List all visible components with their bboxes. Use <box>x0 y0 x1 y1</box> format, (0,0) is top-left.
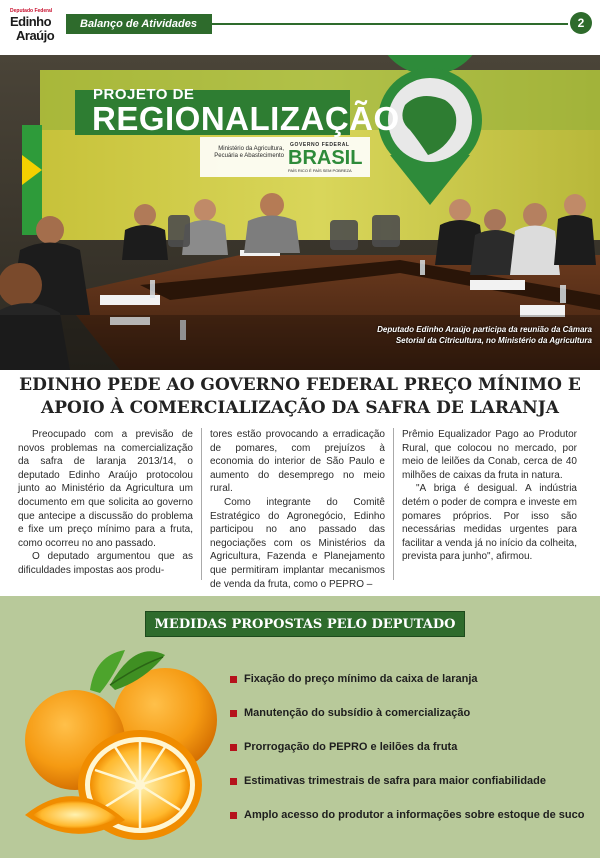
medida-text: Prorrogação do PEPRO e leilões da fruta <box>244 741 458 753</box>
ministerio-label: Ministério da Agricultura, Pecuária e Abastecimento <box>214 146 284 159</box>
bullet-icon <box>230 744 237 751</box>
medidas-title: MEDIDAS PROPOSTAS PELO DEPUTADO <box>145 611 465 637</box>
medida-text: Fixação do preço mínimo da caixa de laranja <box>244 673 478 685</box>
article-column-2 <box>210 428 385 591</box>
bullet-icon <box>230 676 237 683</box>
column-divider <box>393 428 394 580</box>
article-paragraph: O deputado argumentou que as dificuldades impostas aos produ- <box>18 551 193 576</box>
medida-text: Manutenção do subsídio à comercialização <box>244 707 471 719</box>
bullet-icon <box>230 710 237 717</box>
list-item <box>230 808 590 842</box>
page-header <box>0 0 600 50</box>
medida-text: Amplo acesso do produtor a informações sobre estoque de suco <box>244 809 585 821</box>
photo-caption: Deputado Edinho Araújo participa da reunião da Câmara Setorial da Citricultura, no Ministério da Agricultura <box>377 325 592 345</box>
bullet-icon <box>230 778 237 785</box>
medidas-list <box>230 672 590 842</box>
article-headline: EDINHO PEDE AO GOVERNO FEDERAL PREÇO MÍNIMO E APOIO À COMERCIALIZAÇÃO DA SAFRA DE LARANJA <box>19 375 581 418</box>
logo-subtitle: Deputado Federal <box>10 8 53 14</box>
logo-name-last: Araújo <box>16 28 55 43</box>
list-item <box>230 672 590 706</box>
banner-subtitle: PROJETO DE <box>93 86 195 103</box>
article-paragraph: "A briga é desigual. A indústria detém o poder de compra e investe em pomares próprios. Por isso são necessárias medidas urgentes para facilitar a venda já no início da colheita, prevista para junho", afirmou. <box>402 483 577 563</box>
header-rule <box>212 23 568 25</box>
list-item <box>230 706 590 740</box>
brasil-logo: BRASIL <box>288 147 363 169</box>
article-column-3 <box>402 428 577 564</box>
article-paragraph: Preocupado com a previsão de novos problemas na comercialização da safra de laranja 2013/14, o deputado Edinho Araújo protocolou junto ao Ministério da Agricultura um documento em que solicita ao governo que antecipe a discussão do problema e fixe um preço mínimo para a fruta, como ocorreu no ano passado. <box>18 429 193 549</box>
gov-tagline: PAÍS RICO É PAÍS SEM POBREZA <box>288 168 352 173</box>
logo-name-first: Edinho <box>10 14 52 29</box>
banner-title: REGIONALIZAÇÃO <box>92 100 400 137</box>
page-number: 2 <box>570 12 592 34</box>
article-column-1 <box>18 428 193 578</box>
column-divider <box>201 428 202 580</box>
list-item <box>230 740 590 774</box>
section-title: Balanço de Atividades <box>66 14 212 34</box>
article-paragraph: Prêmio Equalizador Pago ao Produtor Rural, que colocou no mercado, por meio de leilões da Conab, cerca de 40 milhões de caixas da fruta in natura. <box>402 429 577 481</box>
orange-illustration <box>15 645 225 850</box>
logo <box>10 8 65 44</box>
article-paragraph: Como integrante do Comitê Estratégico do Agronegócio, Edinho participou no ano passado das negociações com os Ministérios da Agricultura, Fazenda e Planejamento que permitiram implantar mecanismos de venda da fruta, como o PEPRO – <box>210 496 385 590</box>
list-item <box>230 774 590 808</box>
article-paragraph: tores estão provocando a erradicação de pomares, com prejuízos à economia do interior de São Paulo e aumento do desemprego no meio rural. <box>210 429 385 495</box>
bullet-icon <box>230 812 237 819</box>
medida-text: Estimativas trimestrais de safra para maior confiabilidade <box>244 775 547 787</box>
gov-label: GOVERNO FEDERAL <box>290 142 350 148</box>
